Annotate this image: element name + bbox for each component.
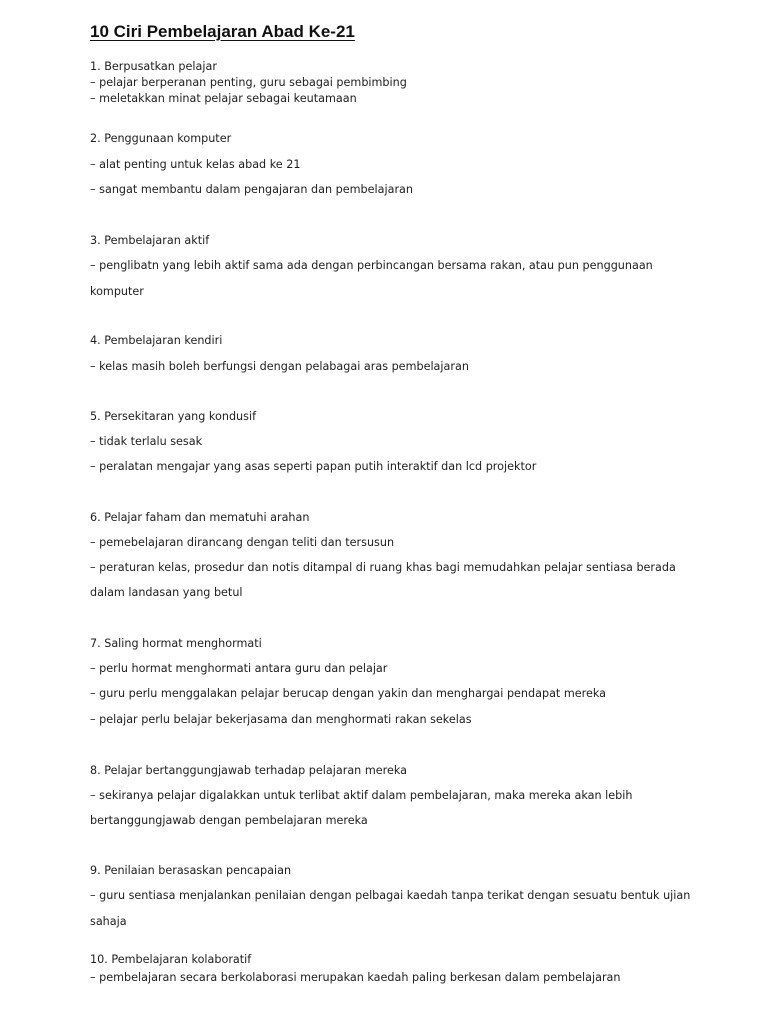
section-6-point-2-cont: dalam landasan yang betul: [90, 586, 243, 599]
section-7-point-2: – guru perlu menggalakan pelajar berucap dengan yakin dan menghargai pendapat mereka: [90, 687, 607, 700]
section-8-point-1: – sekiranya pelajar digalakkan untuk terlibat aktif dalam pembelajaran, maka mereka akan lebih: [90, 789, 633, 802]
section-3-point-1: – penglibatn yang lebih aktif sama ada dengan perbincangan bersama rakan, atau pun penggunaan: [90, 259, 653, 272]
section-9-point-1-cont: sahaja: [90, 915, 127, 928]
section-7-point-1: – perlu hormat menghormati antara guru dan pelajar: [90, 662, 388, 675]
section-6-point-1: – pemebelajaran dirancang dengan teliti dan tersusun: [90, 536, 395, 549]
section-6-point-2: – peraturan kelas, prosedur dan notis ditampal di ruang khas bagi memudahkan pelajar sentiasa berada: [90, 561, 676, 574]
section-4-point-1: – kelas masih boleh berfungsi dengan pelabagai aras pembelajaran: [90, 360, 469, 373]
section-7-heading: 7. Saling hormat menghormati: [90, 637, 262, 650]
document-title: 10 Ciri Pembelajaran Abad Ke-21: [90, 22, 355, 41]
section-10-point-1: – pembelajaran secara berkolaborasi merupakan kaedah paling berkesan dalam pembelajaran: [90, 971, 621, 984]
section-9-heading: 9. Penilaian berasaskan pencapaian: [90, 864, 292, 877]
section-2-point-1: – alat penting untuk kelas abad ke 21: [90, 158, 301, 171]
section-4-heading: 4. Pembelajaran kendiri: [90, 334, 223, 347]
section-1-point-1: – pelajar berperanan penting, guru sebagai pembimbing: [90, 76, 407, 89]
section-8-heading: 8. Pelajar bertanggungjawab terhadap pelajaran mereka: [90, 764, 407, 777]
section-8-point-1-cont: bertanggungjawab dengan pembelajaran mereka: [90, 814, 368, 827]
section-6-heading: 6. Pelajar faham dan mematuhi arahan: [90, 511, 310, 524]
section-5-point-1: – tidak terlalu sesak: [90, 435, 203, 448]
section-1-heading: 1. Berpusatkan pelajar: [90, 60, 217, 73]
section-2-heading: 2. Penggunaan komputer: [90, 132, 232, 145]
section-1-point-2: – meletakkan minat pelajar sebagai keutamaan: [90, 92, 357, 105]
section-2-point-2: – sangat membantu dalam pengajaran dan pembelajaran: [90, 183, 414, 196]
section-3-point-1-cont: komputer: [90, 285, 144, 298]
section-5-heading: 5. Persekitaran yang kondusif: [90, 410, 257, 423]
section-5-point-2: – peralatan mengajar yang asas seperti papan putih interaktif dan lcd projektor: [90, 460, 537, 473]
section-9-point-1: – guru sentiasa menjalankan penilaian dengan pelbagai kaedah tanpa terikat dengan sesuatu bentuk ujian: [90, 889, 691, 902]
section-3-heading: 3. Pembelajaran aktif: [90, 234, 210, 247]
section-7-point-3: – pelajar perlu belajar bekerjasama dan menghormati rakan sekelas: [90, 713, 472, 726]
section-10-heading: 10. Pembelajaran kolaboratif: [90, 953, 252, 966]
